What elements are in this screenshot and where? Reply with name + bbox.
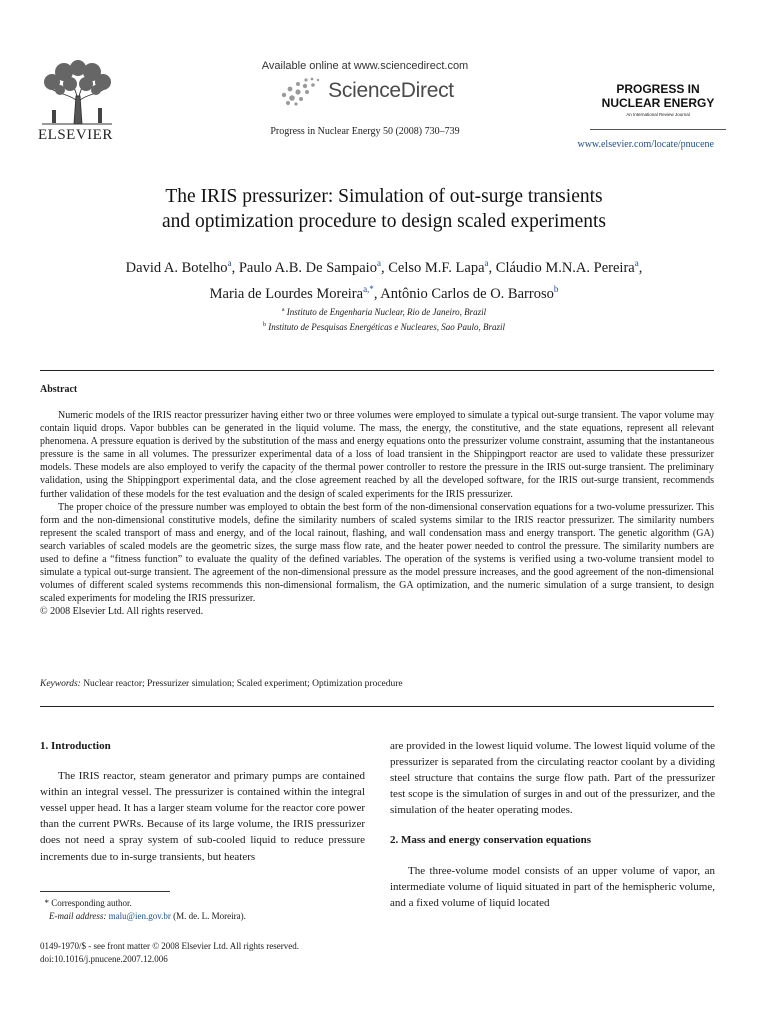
keywords-list: Nuclear reactor; Pressurizer simulation; Scaled experiment; Optimization procedure (83, 679, 403, 689)
masthead-divider (590, 129, 726, 130)
footnote (40, 897, 365, 923)
footnote-marker: * (44, 898, 49, 908)
affiliation-text: Instituto de Pesquisas Energéticas e Nucleares, Sao Paulo, Brazil (268, 322, 506, 332)
abstract-paragraph-2: The proper choice of the pressure number was employed to obtain the best form of the non-dimensional conservation equations for a two-volume pressurizer. This form and the non-dimensional constitutive models, define the similarity numbers of scaled systems similar to the IRIS reactor pressurizer. The similarity numbers represent the scaled transport of mass and energy, and of the local rainout, flashing, and wall condensation mass and energy transport. The genetic algorithm (GA) search variables of scaled models are the geometric sizes, the surge mass flow rate, and the heater power needed to control the pressure. The similarity numbers are used to define a “fitness function” to evaluate the quality of the defined variables. The operation of the systems is verified using a two-volume transient model to simulate a typical out-surge transient. The agreement of the non-dimensional pressure as the model pressure increases, and the good agreement of the non-dimensional volumes of different scaled systems recommends this non-dimensional formalism, the GA optimization, and the numeric simulation of a surge transient, to design scaled experiments for modeling the IRIS pressurizer. (40, 501, 714, 605)
journal-url-link[interactable]: www.elsevier.com/locate/pnucene (577, 139, 714, 150)
affiliation-item (100, 319, 668, 334)
journal-masthead (590, 82, 726, 130)
author-line-1 (40, 253, 728, 279)
sciencedirect-logo (200, 76, 530, 106)
title-line-1: The IRIS pressurizer: Simulation of out-surge transients (165, 186, 603, 207)
affiliation-marker: b (262, 322, 266, 328)
email-note (40, 910, 365, 923)
affiliation-marker: a (281, 307, 285, 313)
abstract-body (40, 409, 714, 619)
author-name: Maria de Lourdes Moreira (209, 286, 364, 302)
corresponding-author-note (40, 897, 365, 910)
header-center (200, 60, 530, 137)
abstract-copyright: © 2008 Elsevier Ltd. All rights reserved. (40, 606, 204, 618)
sciencedirect-name: ScienceDirect (328, 79, 454, 102)
author-affil-link[interactable]: a (376, 258, 381, 268)
keywords (40, 679, 403, 689)
author-separator: , (638, 260, 643, 276)
author-affil-link[interactable]: a (634, 258, 639, 268)
abstract-heading: Abstract (40, 384, 78, 395)
body-column-right (390, 738, 715, 911)
journal-title-line1: PROGRESS IN (616, 82, 700, 96)
abstract-bottom-rule (40, 706, 714, 707)
author-separator: , (380, 260, 389, 276)
body-column-left (40, 738, 365, 865)
front-matter (40, 940, 440, 966)
sciencedirect-dots-icon (276, 76, 324, 106)
email-link[interactable]: malu@ien.gov.br (108, 911, 171, 921)
email-owner: (M. de. L. Moreira). (173, 911, 246, 921)
section-1-heading: 1. Introduction (40, 740, 111, 752)
affiliations (100, 304, 668, 334)
author-name: Celso M.F. Lapa (388, 260, 485, 276)
section-2-heading: 2. Mass and energy conservation equations (390, 834, 592, 847)
author-name: Paulo A.B. De Sampaio (238, 260, 377, 276)
author-affil-link[interactable]: a (227, 258, 232, 268)
author-separator: , (231, 260, 239, 276)
abstract-paragraph-1: Numeric models of the IRIS reactor pressurizer having either two or three volumes were employed to simulate a typical out-surge transient. The vapor volume may contain liquid drops. Vapor bubbles can be generated in the liquid volume. The mass, the energy, the constitutive, and the state equations, represent all relevant phenomena. A pressure equation is derived by the substitution of the mass and energy equations onto the pressurizer volume constraint, assuming that the instantaneous pressure is the same in all volumes. The pressurizer experimental data of a loss of load transient in the Shippingport reactor are used to validate these pressurizer models. These models are also employed to verify the capacity of the thermal power controller to restore the pressure in the IRIS out-surge transient. The preliminary validation, using the Shippingport experimental data, and the close agreement reached by all the developed software, for the IRIS out-surge transient, recommends further validation of these models for the test evaluation and the design of scaled experiments for the IRIS pressurizer. (40, 410, 714, 500)
affiliation-text: Instituto de Engenharia Nuclear, Rio de Janeiro, Brazil (286, 307, 487, 317)
author-name: Cláudio M.N.A. Pereira (495, 260, 635, 276)
abstract-top-rule (40, 370, 714, 371)
publisher-name: ELSEVIER (38, 127, 113, 143)
email-label: E-mail address: (49, 911, 107, 921)
author-line-2 (40, 279, 728, 305)
article-title (60, 184, 708, 234)
author-separator: , (488, 260, 496, 276)
title-line-2: and optimization procedure to design scaled experiments (161, 211, 607, 232)
doi-line: doi:10.1016/j.pnucene.2007.12.006 (40, 954, 168, 964)
author-separator: , (373, 286, 381, 302)
journal-citation: Progress in Nuclear Energy 50 (2008) 730–739 (270, 126, 460, 137)
issn-line: 0149-1970/$ - see front matter © 2008 Elsevier Ltd. All rights reserved. (40, 941, 300, 951)
section-1-paragraph-continued: are provided in the lowest liquid volume. The lowest liquid volume of the pressurizer is separated from the circulating reactor coolant by a dividing steel structure that contains the surge flow path. Part of the pressurizer test scope is the simulation of surges in and out of the pressurizer, and the simulation of the heater operating modes. (390, 740, 715, 817)
author-affil-link[interactable]: a (484, 258, 489, 268)
author-list (40, 253, 728, 305)
author-name: Antônio Carlos de O. Barroso (380, 286, 554, 302)
author-affil-link[interactable]: b (553, 284, 559, 294)
elsevier-tree-icon (40, 60, 114, 126)
section-2-paragraph: The three-volume model consists of an upper volume of vapor, an intermediate volume of liquid situated in part of the hemispheric volume, and a fixed volume of liquid located (390, 864, 715, 909)
affiliation-item (100, 304, 668, 319)
journal-title-line2: NUCLEAR ENERGY (601, 96, 715, 110)
footnote-rule (40, 891, 170, 892)
elsevier-logo (38, 60, 118, 144)
journal-subtitle: An International Review Journal (626, 112, 690, 117)
section-1-paragraph: The IRIS reactor, steam generator and primary pumps are contained within an integral vessel. The pressurizer is contained within the integral vessel upper head. It has a larger steam volume for the reactor core power than the current PWRs. Because of its large volume, the IRIS pressurizer does not need a spray system of sub-cooled liquid to reduce pressure increments due to in-surge transients, but heaters (40, 770, 365, 863)
footnote-corresponding: Corresponding author. (51, 898, 132, 908)
available-online: Available online at www.sciencedirect.com (261, 60, 469, 72)
keywords-label: Keywords: (40, 679, 81, 689)
author-name: David A. Botelho (125, 260, 228, 276)
author-affil-link[interactable]: a,* (363, 284, 374, 294)
